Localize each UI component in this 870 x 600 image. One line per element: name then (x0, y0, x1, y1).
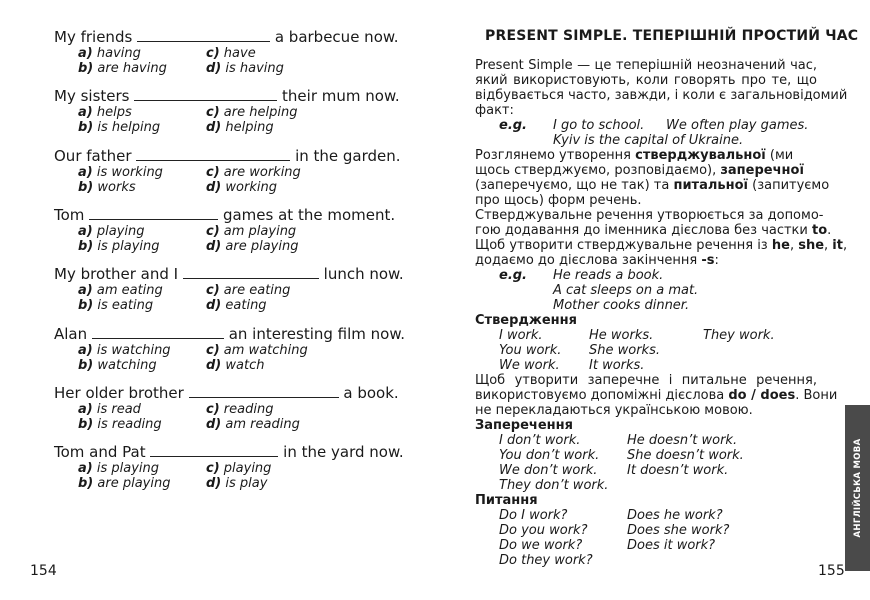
affirmative-cell: It works. (589, 358, 645, 373)
question-item (54, 324, 406, 373)
negative-row (475, 463, 817, 478)
options-row (54, 239, 399, 254)
answer-blank (136, 148, 290, 161)
sentence-start: My brother and I (54, 265, 179, 284)
answer-blank (134, 88, 277, 101)
negative-cell: I don’t work. (499, 433, 581, 448)
eg-label: e.g. (499, 118, 527, 133)
options-row (54, 105, 399, 120)
question-item (54, 206, 399, 254)
sentence-start: Her older brother (54, 383, 184, 402)
answer-blank (92, 326, 224, 339)
negative-cell: They don’t work. (499, 478, 609, 493)
paragraph-line: використовуємо допоміжні дієслова do / does. Вони (475, 388, 838, 403)
sentence-start: Tom (54, 205, 85, 224)
option-a: a) having (78, 46, 141, 61)
option-c: c) am playing (206, 223, 297, 239)
options-row (54, 402, 399, 417)
negative-cell: He doesn’t work. (627, 433, 738, 448)
option-a: a) is working (78, 164, 163, 180)
example-row (475, 298, 817, 313)
option-b: b) is playing (78, 238, 160, 254)
question-sentence (54, 265, 404, 284)
question-cell: Do we work? (499, 538, 583, 553)
option-d: d) working (206, 179, 277, 195)
question-cell: Does it work? (627, 538, 716, 553)
negative-cell: You don’t work. (499, 448, 600, 463)
page-number-right: 155 (818, 563, 845, 579)
answer-blank (183, 266, 319, 279)
options-row (54, 224, 399, 239)
example-row (475, 283, 817, 298)
sentence-end: in the garden. (295, 146, 401, 165)
affirmative-cell: We work. (499, 358, 560, 373)
options-row (54, 417, 399, 432)
intro-line: факт: (475, 103, 514, 118)
option-d: d) is having (206, 61, 284, 76)
options-row (54, 476, 399, 491)
negative-table (475, 433, 817, 493)
question-sentence (54, 87, 399, 105)
answer-blank (189, 385, 339, 398)
negative-row (475, 448, 817, 463)
page-title: PRESENT SIMPLE. ТЕПЕРІШНІЙ ПРОСТИЙ ЧАС (485, 28, 859, 44)
affirmative-heading: Ствердження (475, 313, 577, 328)
question-item (54, 384, 399, 432)
option-c: c) are working (206, 164, 301, 180)
option-c: c) reading (206, 401, 274, 417)
sentence-end: in the yard now. (283, 443, 404, 462)
question-row (475, 508, 817, 523)
question-sentence (54, 324, 406, 343)
option-b: b) is eating (78, 298, 154, 314)
options-row (54, 343, 399, 358)
sentence-start: Tom and Pat (54, 443, 146, 462)
example-row (475, 118, 817, 133)
intro-line: Present Simple — це теперішній неозначений час, (475, 58, 817, 73)
question-heading: Питання (475, 493, 538, 508)
paragraph-line: Стверджувальне речення утворюється за допомо- (475, 208, 824, 223)
options-row (54, 46, 399, 61)
question-sentence (54, 384, 399, 402)
affirmative-row (475, 328, 817, 343)
options-row (54, 461, 399, 476)
option-a: a) is watching (78, 342, 171, 358)
paragraph-line: (заперечуємо, що не так) та питальної (запитуємо (475, 178, 830, 193)
example-sentence: Kyiv is the capital of Ukraine. (553, 133, 744, 148)
sentence-start: Our father (54, 146, 132, 165)
option-a: a) is read (78, 401, 141, 417)
question-cell: Do they work? (499, 553, 593, 568)
right-page (435, 0, 870, 600)
eg-label: e.g. (499, 268, 527, 283)
option-a: a) is playing (78, 461, 160, 477)
question-item (54, 443, 404, 492)
option-b: b) is reading (78, 416, 162, 432)
sentence-end: a book. (343, 383, 399, 402)
option-a: a) helps (78, 105, 132, 121)
question-cell: Does he work? (627, 508, 723, 523)
option-c: c) have (206, 46, 256, 61)
example-sentence: I go to school. (553, 118, 645, 133)
option-d: d) is play (206, 476, 268, 492)
question-cell: Do I work? (499, 508, 568, 523)
intro-paragraph (475, 58, 848, 568)
paragraph-line: гою додавання до іменника дієслова без частки to. (475, 223, 832, 238)
example-row (475, 133, 817, 148)
options-row (54, 180, 399, 195)
sentence-end: an interesting film now. (228, 324, 406, 343)
paragraph-line: про щось) форм речень. (475, 193, 642, 208)
negative-row (475, 478, 817, 493)
option-a: a) am eating (78, 283, 163, 299)
option-d: d) are playing (206, 238, 299, 254)
sentence-end: games at the moment. (222, 205, 396, 224)
paragraph-line: щось стверджуємо, розповідаємо), заперечної (475, 163, 804, 178)
intro-line: який використовують, коли говорять про те, що (475, 73, 817, 88)
question-item (54, 87, 399, 135)
option-a: a) playing (78, 223, 145, 239)
options-row (54, 358, 399, 373)
affirmative-row (475, 358, 817, 373)
option-d: d) watch (206, 357, 265, 373)
question-row (475, 538, 817, 553)
question-sentence (54, 28, 399, 46)
option-c: c) playing (206, 461, 272, 477)
answer-blank (89, 207, 218, 220)
option-b: b) works (78, 179, 136, 195)
question-row (475, 553, 817, 568)
answer-blank (137, 29, 270, 42)
sentence-end: a barbecue now. (274, 28, 399, 46)
affirmative-cell: She works. (589, 343, 660, 358)
paragraph-line: додаємо до дієслова закінчення -s: (475, 253, 719, 268)
options-row (54, 165, 399, 180)
option-d: d) am reading (206, 416, 300, 432)
question-sentence (54, 147, 399, 165)
option-b: b) are playing (78, 476, 171, 492)
negative-cell: It doesn’t work. (627, 463, 729, 478)
question-row (475, 523, 817, 538)
option-d: d) eating (206, 298, 267, 314)
question-item (54, 28, 399, 76)
option-c: c) are helping (206, 105, 298, 121)
paragraph-line: Щоб утворити заперечне і питальне речення, (475, 373, 817, 388)
affirmative-cell: He works. (589, 328, 654, 343)
sentence-start: My sisters (54, 87, 130, 106)
question-sentence (54, 206, 399, 224)
affirmative-table (475, 328, 817, 373)
question-item (54, 265, 404, 314)
negative-cell: We don’t work. (499, 463, 598, 478)
sentence-start: My friends (54, 28, 133, 46)
intro-line: відбувається часто, завжди, і коли є загальновідомий (475, 88, 848, 103)
example-row (475, 268, 817, 283)
sentence-start: Alan (54, 324, 88, 343)
option-b: b) is helping (78, 120, 161, 136)
option-b: b) are having (78, 61, 167, 76)
question-table (475, 508, 817, 568)
sentence-end: their mum now. (282, 87, 400, 106)
answer-blank (150, 444, 278, 457)
affirmative-cell: I work. (499, 328, 543, 343)
question-cell: Does she work? (627, 523, 730, 538)
negative-cell: She doesn’t work. (627, 448, 744, 463)
negative-heading: Заперечення (475, 418, 573, 433)
option-d: d) helping (206, 120, 274, 136)
affirmative-cell: They work. (703, 328, 775, 343)
side-tab (845, 405, 870, 571)
paragraph-line: Розглянемо утворення стверджувальної (ми (475, 148, 794, 163)
example-sentence: He reads a book. (553, 268, 664, 283)
sentence-end: lunch now. (323, 265, 404, 284)
question-item (54, 147, 399, 195)
page-number-left: 154 (30, 563, 57, 579)
options-row (54, 61, 399, 76)
affirmative-row (475, 343, 817, 358)
option-c: c) am watching (206, 342, 308, 358)
options-row (54, 283, 399, 298)
options-row (54, 120, 399, 135)
example-sentence: A cat sleeps on a mat. (553, 283, 699, 298)
negative-row (475, 433, 817, 448)
example-sentence: We often play games. (666, 118, 809, 133)
option-b: b) watching (78, 357, 157, 373)
side-tab-label: АНГЛІЙСЬКА МОВА (852, 438, 863, 538)
option-c: c) are eating (206, 283, 291, 299)
example-sentence: Mother cooks dinner. (553, 298, 690, 313)
affirmative-cell: You work. (499, 343, 562, 358)
paragraph-line: не перекладаються українською мовою. (475, 403, 753, 418)
options-row (54, 298, 399, 313)
question-sentence (54, 443, 404, 462)
paragraph-line: Щоб утворити стверджувальне речення із he, she, it, (475, 238, 848, 253)
question-cell: Do you work? (499, 523, 588, 538)
